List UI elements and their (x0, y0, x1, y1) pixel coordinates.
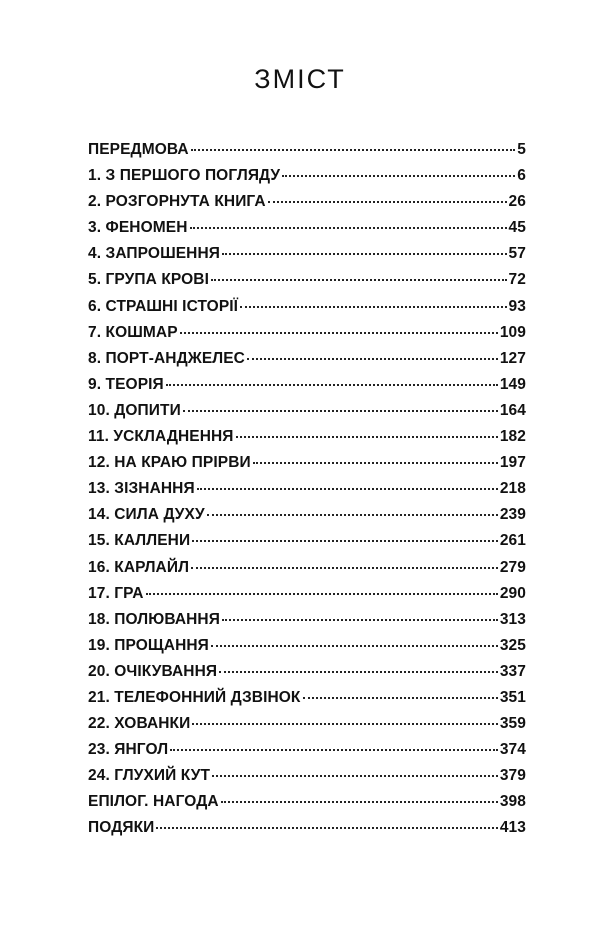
toc-entry-page-number: 313 (499, 610, 526, 628)
toc-entry-label: 8. ПОРТ-АНДЖЕЛЕС (88, 349, 245, 367)
toc-entry-page-number: 325 (499, 636, 526, 654)
toc-entry-label: 16. КАРЛАЙЛ (88, 558, 190, 576)
dot-leader (236, 436, 498, 438)
toc-entry-page-number: 6 (517, 167, 526, 185)
toc-entry (88, 532, 526, 558)
toc-entry (88, 793, 526, 819)
toc-list (88, 141, 526, 846)
toc-entry (88, 141, 526, 167)
toc-entry-label: ЕПІЛОГ. НАГОДА (88, 793, 219, 811)
toc-entry-page-number: 182 (499, 428, 526, 446)
dot-leader (207, 514, 498, 516)
toc-entry (88, 637, 526, 663)
toc-entry-page-number: 149 (499, 375, 526, 393)
dot-leader (211, 645, 498, 647)
toc-entry-label: 17. ГРА (88, 584, 144, 602)
toc-entry-label: 15. КАЛЛЕНИ (88, 532, 191, 550)
toc-entry-page-number: 93 (508, 297, 526, 315)
toc-entry-label: 20. ОЧІКУВАННЯ (88, 662, 218, 680)
toc-entry-page-number: 127 (499, 349, 526, 367)
toc-entry-label: 11. УСКЛАДНЕННЯ (88, 428, 234, 446)
toc-entry-label: ПЕРЕДМОВА (88, 141, 189, 158)
toc-entry (88, 506, 526, 532)
toc-entry-label: 5. ГРУПА КРОВІ (88, 271, 209, 289)
toc-entry (88, 245, 526, 271)
toc-entry-label: 4. ЗАПРОШЕННЯ (88, 245, 221, 263)
dot-leader (191, 149, 516, 151)
toc-entry-label: 7. КОШМАР (88, 323, 178, 341)
toc-entry (88, 819, 526, 845)
dot-leader (303, 697, 498, 699)
dot-leader (282, 175, 515, 177)
dot-leader (253, 462, 498, 464)
toc-entry (88, 454, 526, 480)
toc-entry (88, 298, 526, 324)
dot-leader (191, 567, 498, 569)
toc-entry (88, 376, 526, 402)
dot-leader (156, 827, 497, 829)
dot-leader (197, 488, 498, 490)
dot-leader (190, 227, 507, 229)
toc-entry-page-number: 261 (499, 532, 526, 550)
toc-entry-page-number: 72 (508, 271, 526, 289)
toc-entry-page-number: 413 (499, 819, 526, 837)
toc-entry-page-number: 239 (499, 506, 526, 524)
toc-entry (88, 193, 526, 219)
toc-entry (88, 428, 526, 454)
toc-entry (88, 271, 526, 297)
toc-entry (88, 689, 526, 715)
toc-entry-label: 22. ХОВАНКИ (88, 715, 191, 733)
dot-leader (166, 384, 498, 386)
dot-leader (192, 723, 497, 725)
toc-entry-label: 23. ЯНГОЛ (88, 741, 169, 759)
toc-entry-label: 14. СИЛА ДУХУ (88, 506, 205, 524)
toc-entry-page-number: 337 (499, 662, 526, 680)
toc-entry-page-number: 57 (508, 245, 526, 263)
dot-leader (219, 671, 498, 673)
toc-entry-label: 12. НА КРАЮ ПРІРВИ (88, 454, 251, 472)
toc-title: ЗМІСТ (254, 64, 346, 94)
toc-entry-label: 19. ПРОЩАННЯ (88, 636, 209, 654)
toc-entry-label: 13. ЗІЗНАННЯ (88, 480, 195, 498)
toc-entry-label: 2. РОЗГОРНУТА КНИГА (88, 193, 266, 211)
toc-entry (88, 663, 526, 689)
toc-entry-page-number: 197 (499, 454, 526, 472)
toc-entry (88, 767, 526, 793)
dot-leader (146, 593, 498, 595)
dot-leader (221, 801, 498, 803)
toc-entry-page-number: 359 (499, 715, 526, 733)
toc-entry-page-number: 45 (508, 219, 526, 237)
toc-entry (88, 559, 526, 585)
toc-entry (88, 585, 526, 611)
toc-entry (88, 219, 526, 245)
toc-entry-page-number: 290 (499, 584, 526, 602)
toc-entry (88, 324, 526, 350)
dot-leader (170, 749, 498, 751)
toc-entry-label: 3. ФЕНОМЕН (88, 219, 188, 237)
toc-entry-page-number: 398 (499, 793, 526, 811)
dot-leader (180, 332, 498, 334)
dot-leader (240, 306, 507, 308)
toc-entry-page-number: 26 (508, 193, 526, 211)
toc-entry-page-number: 279 (499, 558, 526, 576)
toc-entry-label: 6. СТРАШНІ ІСТОРІЇ (88, 297, 239, 315)
toc-entry-page-number: 164 (499, 401, 526, 419)
toc-entry (88, 480, 526, 506)
dot-leader (183, 410, 498, 412)
dot-leader (268, 201, 507, 203)
toc-entry (88, 402, 526, 428)
toc-entry-page-number: 218 (499, 480, 526, 498)
toc-entry-page-number: 109 (499, 323, 526, 341)
toc-entry (88, 741, 526, 767)
toc-entry (88, 350, 526, 376)
toc-entry-label: 24. ГЛУХИЙ КУТ (88, 767, 211, 785)
toc-entry-page-number: 379 (499, 767, 526, 785)
toc-entry-page-number: 351 (499, 688, 526, 706)
dot-leader (211, 279, 507, 281)
toc-entry (88, 167, 526, 193)
toc-entry-label: 1. З ПЕРШОГО ПОГЛЯДУ (88, 167, 281, 185)
toc-entry-page-number: 374 (499, 741, 526, 759)
dot-leader (222, 619, 498, 621)
toc-entry-label: 21. ТЕЛЕФОННИЙ ДЗВІНОК (88, 688, 301, 706)
toc-entry (88, 715, 526, 741)
toc-entry-label: ПОДЯКИ (88, 819, 155, 837)
dot-leader (212, 775, 498, 777)
toc-entry-label: 18. ПОЛЮВАННЯ (88, 610, 220, 628)
dot-leader (222, 253, 507, 255)
toc-entry-label: 10. ДОПИТИ (88, 401, 181, 419)
toc-entry (88, 611, 526, 637)
dot-leader (247, 358, 498, 360)
toc-entry-page-number: 5 (517, 141, 526, 158)
dot-leader (192, 540, 498, 542)
toc-entry-label: 9. ТЕОРІЯ (88, 375, 164, 393)
